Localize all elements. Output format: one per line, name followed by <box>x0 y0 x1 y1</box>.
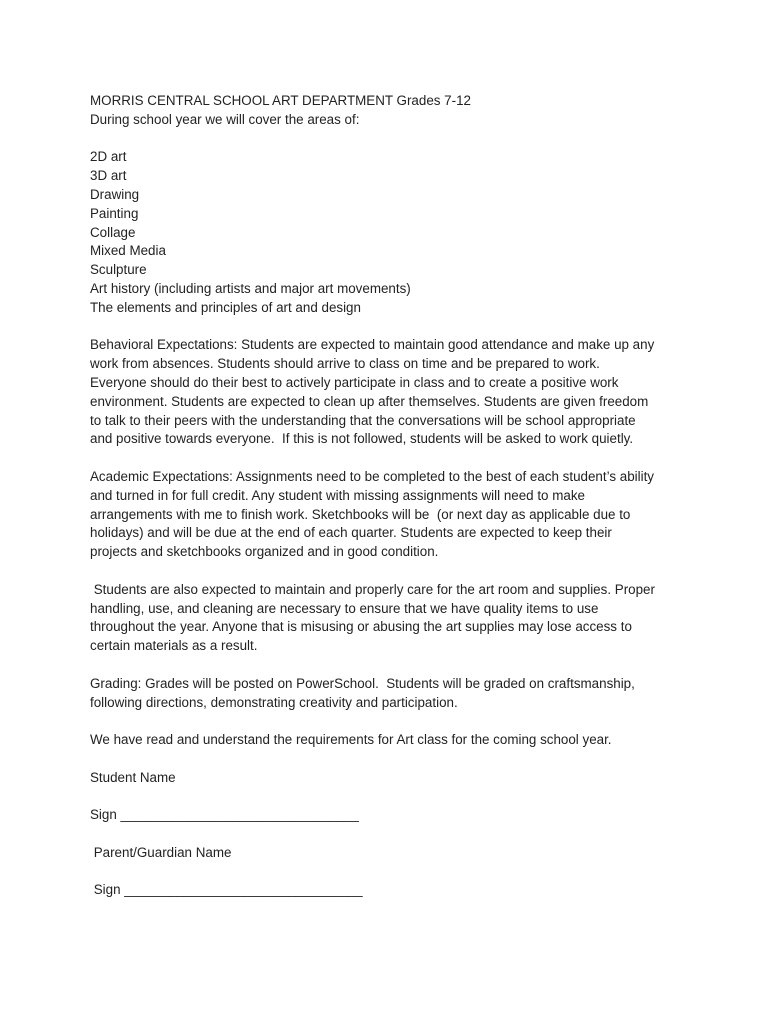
spacer <box>90 318 690 337</box>
paragraph-line: certain materials as a result. <box>90 638 258 654</box>
list-item: 2D art <box>90 149 127 165</box>
supplies-expectations <box>90 581 680 656</box>
list-item: Collage <box>90 224 136 240</box>
paragraph-line: holidays) and will be due at the end of each quarter. Students are expected to keep their <box>90 525 612 541</box>
paragraph-line: throughout the year. Anyone that is misusing or abusing the art supplies may lose access to <box>90 619 632 635</box>
list-item: Painting <box>90 205 139 221</box>
paragraph-line: environment. Students are expected to clean up after themselves. Students are given freedom <box>90 393 649 409</box>
student-signature-line[interactable]: Sign ________________________________ <box>90 807 359 823</box>
paragraph-line: arrangements with me to finish work. Sketchbooks will be (or next day as applicable due to <box>90 506 631 522</box>
document-page <box>90 92 690 900</box>
grading-policy <box>90 675 680 713</box>
student-name-label: Student Name <box>90 769 176 785</box>
paragraph-line: and positive towards everyone. If this is not followed, students will be asked to work quietly. <box>90 431 634 447</box>
paragraph-line: and turned in for full credit. Any student with missing assignments will need to make <box>90 487 585 503</box>
intro-text: During school year we will cover the areas of: <box>90 111 360 127</box>
paragraph-line: Academic Expectations: Assignments need to be completed to the best of each student’s ability <box>90 468 654 484</box>
spacer <box>90 825 690 844</box>
paragraph-line: work from absences. Students should arrive to class on time and be prepared to work. <box>90 356 600 372</box>
areas-list <box>90 148 690 317</box>
paragraph-line: following directions, demonstrating creativity and participation. <box>90 694 458 710</box>
acknowledgement-text: We have read and understand the requirements for Art class for the coming school year. <box>90 732 612 748</box>
paragraph-line: Grading: Grades will be posted on PowerSchool. Students will be graded on craftsmanship, <box>90 675 635 691</box>
spacer <box>90 712 690 731</box>
spacer <box>90 863 690 882</box>
paragraph-line: Everyone should do their best to actively participate in class and to create a positive work <box>90 374 619 390</box>
list-item: Drawing <box>90 186 140 202</box>
spacer <box>90 750 690 769</box>
list-item: The elements and principles of art and design <box>90 299 361 315</box>
spacer <box>90 656 690 675</box>
spacer <box>90 130 690 149</box>
list-item: Art history (including artists and major art movements) <box>90 280 411 296</box>
paragraph-line: projects and sketchbooks organized and in good condition. <box>90 544 439 560</box>
behavioral-expectations <box>90 336 680 449</box>
list-item: 3D art <box>90 168 127 184</box>
academic-expectations <box>90 468 680 562</box>
spacer <box>90 562 690 581</box>
spacer <box>90 449 690 468</box>
spacer <box>90 787 690 806</box>
parent-name-label: Parent/Guardian Name <box>90 844 232 860</box>
list-item: Mixed Media <box>90 243 166 259</box>
list-item: Sculpture <box>90 262 147 278</box>
paragraph-line: handling, use, and cleaning are necessary to ensure that we have quality items to use <box>90 600 599 616</box>
document-title: MORRIS CENTRAL SCHOOL ART DEPARTMENT Grades 7-12 <box>90 93 471 108</box>
paragraph-line: Students are also expected to maintain and properly care for the art room and supplies. Proper <box>90 581 655 597</box>
paragraph-line: Behavioral Expectations: Students are expected to maintain good attendance and make up any <box>90 337 655 353</box>
paragraph-line: to talk to their peers with the understanding that the conversations will be school appropriate <box>90 412 636 428</box>
parent-signature-line[interactable]: Sign ________________________________ <box>90 882 363 898</box>
